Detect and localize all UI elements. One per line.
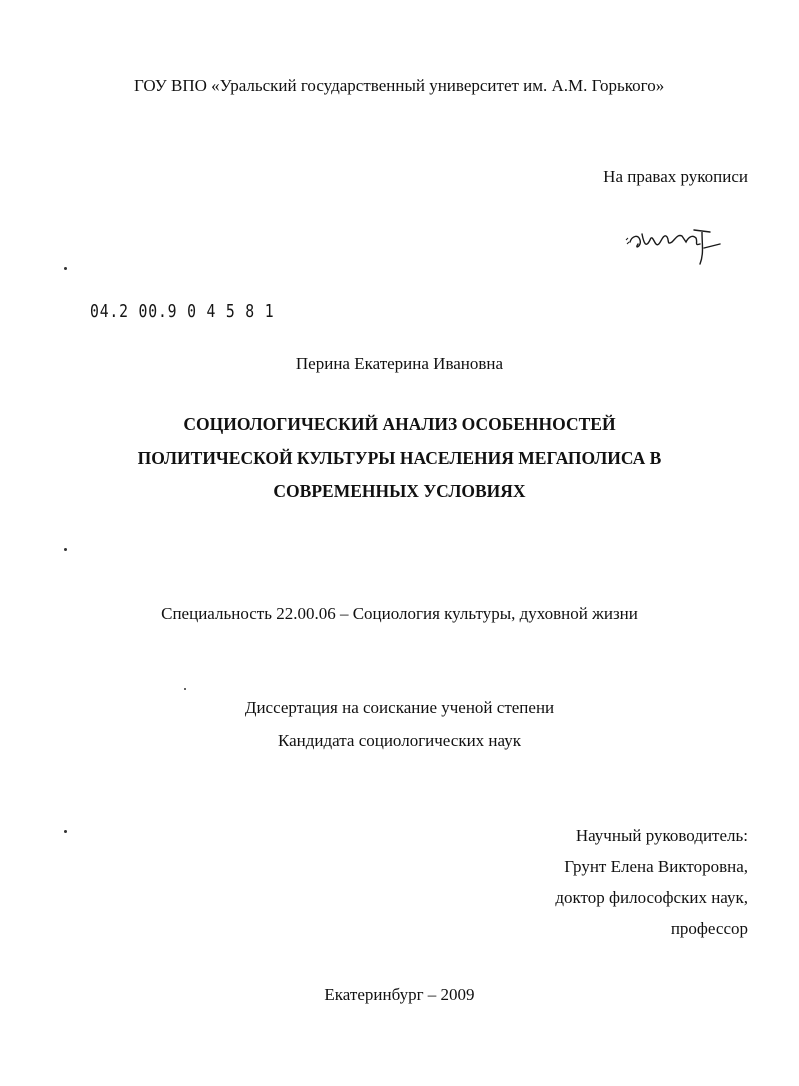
- scan-speck: [184, 688, 186, 690]
- scan-speck: [64, 267, 67, 270]
- city-year: Екатеринбург – 2009: [324, 985, 475, 1004]
- supervisor-name: Грунт Елена Викторовна,: [564, 857, 748, 876]
- supervisor-title: профессор: [670, 919, 748, 938]
- archive-stamp-number: 04.2 00.9 0 4 5 8 1: [90, 301, 275, 322]
- scan-speck: [64, 548, 67, 551]
- supervisor-role: Научный руководитель:: [575, 826, 748, 845]
- supervisor-degree: доктор философских наук,: [555, 888, 748, 907]
- dissertation-title-line-1: СОЦИОЛОГИЧЕСКИЙ АНАЛИЗ ОСОБЕННОСТЕЙ: [183, 414, 616, 434]
- rights-notice: На правах рукописи: [603, 167, 748, 186]
- institution-header: ГОУ ВПО «Уральский государственный университет им. А.М. Горького»: [134, 76, 665, 95]
- specialty: Специальность 22.00.06 – Социология культуры, духовной жизни: [161, 604, 638, 623]
- scan-speck: [64, 830, 67, 833]
- dissertation-title-line-2: ПОЛИТИЧЕСКОЙ КУЛЬТУРЫ НАСЕЛЕНИЯ МЕГАПОЛИСА В: [137, 448, 662, 468]
- dissertation-degree-line-1: Диссертация на соискание ученой степени: [244, 698, 555, 717]
- author-name: Перина Екатерина Ивановна: [295, 354, 504, 373]
- dissertation-title-line-3: СОВРЕМЕННЫХ УСЛОВИЯХ: [273, 481, 526, 501]
- handwritten-signature: [624, 220, 724, 268]
- dissertation-degree-line-2: Кандидата социологических наук: [278, 731, 521, 750]
